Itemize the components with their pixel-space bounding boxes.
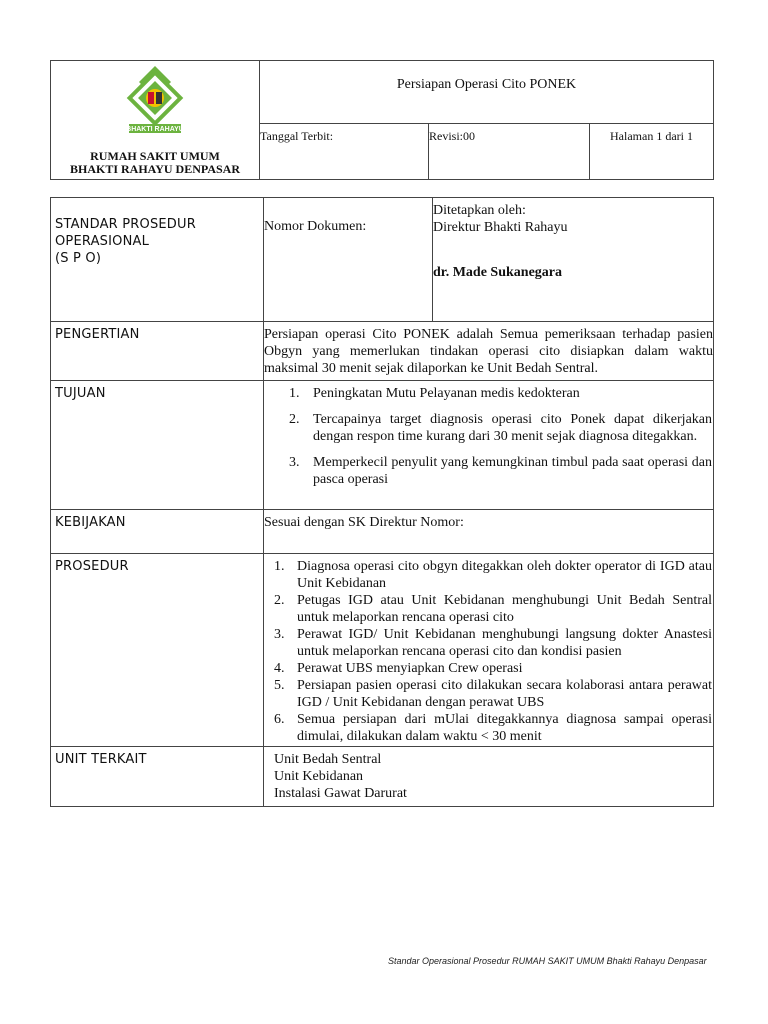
spo-label-line3: (S P O) <box>55 251 102 266</box>
hospital-name <box>51 150 259 176</box>
prosedur-cell <box>264 554 714 747</box>
nomor-dokumen: Nomor Dokumen: <box>264 198 433 322</box>
list-item: 5. Persiapan pasien operasi cito dilakukan secara kolaborasi antara perawat IGD / Unit Kebidanan dengan perawat UBS <box>274 678 712 710</box>
kebijakan-label: KEBIJAKAN <box>51 510 264 554</box>
unit-terkait-label: UNIT TERKAIT <box>51 747 264 807</box>
pengertian-text: Persiapan operasi Cito PONEK adalah Semua pemeriksaan terhadap pasien Obgyn yang memerlukan tindakan operasi cito disiapkan dalam waktu maksimal 30 menit sejak dilaporkan ke Unit Bedah Sentral. <box>264 322 714 381</box>
header-table <box>50 60 714 180</box>
pengertian-label: PENGERTIAN <box>51 322 264 381</box>
document-title: Persiapan Operasi Cito PONEK <box>396 77 577 92</box>
spo-table <box>50 197 714 807</box>
spo-label <box>51 198 264 322</box>
prosedur-label: PROSEDUR <box>51 554 264 747</box>
prosedur-list <box>264 558 713 745</box>
list-item: 1. Diagnosa operasi cito obgyn ditegakkan oleh dokter operator di IGD atau Unit Kebidanan <box>274 559 712 591</box>
revisi-cell <box>429 124 590 180</box>
list-item: 2. Petugas IGD atau Unit Kebidanan menghubungi Unit Bedah Sentral untuk melaporkan rencana operasi cito <box>274 593 712 625</box>
spo-label-line1: STANDAR PROSEDUR <box>55 217 196 232</box>
list-item: 1. Peningkatan Mutu Pelayanan medis kedokteran <box>289 386 580 401</box>
list-item: 2. Tercapainya target diagnosis operasi cito Ponek dapat dikerjakan dengan respon time kurang dari 30 menit sejak diagnosa ditegakkan. <box>289 412 712 444</box>
ditetapkan-cell <box>433 198 714 322</box>
tanggal-terbit-cell <box>260 124 429 180</box>
list-item: 4. Perawat UBS menyiapkan Crew operasi <box>274 661 523 676</box>
list-item: 3. Perawat IGD/ Unit Kebidanan menghubungi langsung dokter Anastesi untuk melaporkan rencana operasi cito dan kondisi pasien <box>274 627 712 659</box>
tujuan-label: TUJUAN <box>51 381 264 510</box>
halaman-cell <box>590 124 714 180</box>
ditetapkan-oleh: Ditetapkan oleh: <box>433 203 526 218</box>
direktur: Direktur Bhakti Rahayu <box>433 220 568 235</box>
list-item: Instalasi Gawat Darurat <box>274 786 407 801</box>
list-item: Unit Kebidanan <box>274 769 364 784</box>
list-item: Unit Bedah Sentral <box>274 752 382 767</box>
tujuan-cell <box>264 381 714 510</box>
list-item: 6. Semua persiapan dari mUlai ditegakkannya diagnosa sampai operasi dimulai, dilakukan dalam waktu < 30 menit <box>274 712 712 744</box>
hospital-name-line1: RUMAH SAKIT UMUM <box>90 149 220 163</box>
unit-terkait-list <box>264 747 714 807</box>
document-title-cell <box>260 61 714 124</box>
spo-label-line2: OPERASIONAL <box>55 234 150 249</box>
revisi: Revisi:00 <box>429 129 476 143</box>
halaman: Halaman 1 dari 1 <box>610 129 693 143</box>
hospital-name-line2: BHAKTI RAHAYU DENPASAR <box>69 162 241 176</box>
logo-cell <box>51 61 260 180</box>
tujuan-list <box>264 385 713 488</box>
list-item: 3. Memperkecil penyulit yang kemungkinan timbul pada saat operasi dan pasca operasi <box>289 455 712 487</box>
hospital-logo-icon <box>119 64 191 134</box>
page-footer: Standar Operasional Prosedur RUMAH SAKIT UMUM Bhakti Rahayu Denpasar <box>388 956 707 966</box>
signer-name: dr. Made Sukanegara <box>433 265 563 280</box>
svg-text:BHAKTI RAHAYU: BHAKTI RAHAYU <box>126 126 184 133</box>
tanggal-terbit: Tanggal Terbit: <box>260 129 334 143</box>
kebijakan-text: Sesuai dengan SK Direktur Nomor: <box>264 510 714 554</box>
